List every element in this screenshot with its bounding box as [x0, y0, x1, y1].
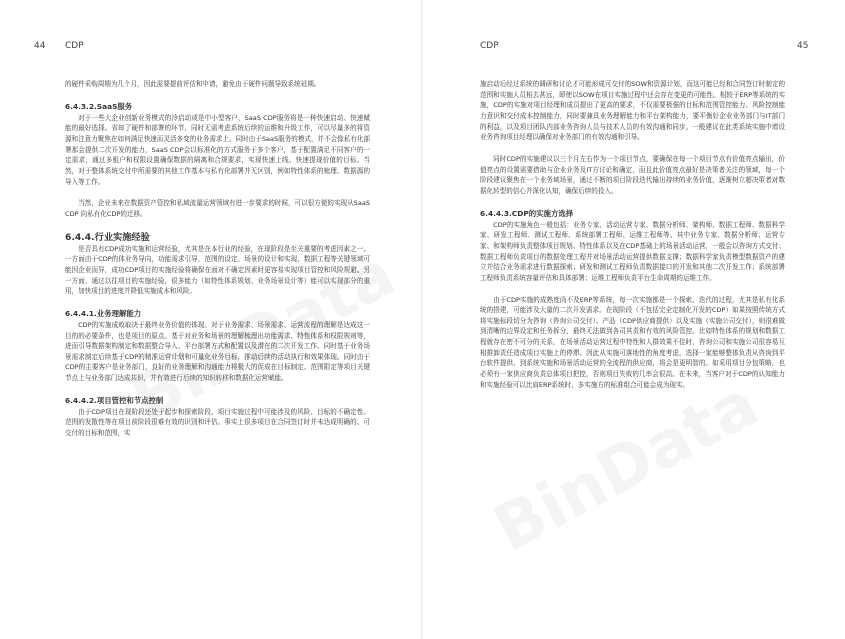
- body-paragraph: 对于一些大企业创新业务模式的冷启动或是中小型客户，SaaS CDP服务将是一种快速启动、快速赋能的最好选择。省却了硬件和部署的环节，同时无需考虑系统后续的运维和升级工作，可以尽量多的将资源和注意力聚焦在如何满足快速而灵活多变的业务需求上。同时由于SaaS服务的模式，并不会像私有化部署那会提供二次开发的能力，SaaS CDP会以标准化的方式服务于多个客户，基于配置满足不同客户的一定需求，通过多租户和权限设置确保数据的隔离和合规要求，实现快速上线、快速提现价值的目标。当然，对于整体系统交付中所需要的其他工作基本与私有化部署并无区别，例如特性体系的梳理、数据源的导入等工作。: [65, 113, 370, 186]
- paragraph-gap: [65, 90, 370, 101]
- watermark: [482, 367, 770, 567]
- paragraph-gap: [65, 220, 370, 231]
- right-page: [423, 0, 845, 639]
- subsection-heading: 6.4.3.2.SaaS服务: [65, 101, 133, 111]
- running-header: CDP: [65, 41, 84, 51]
- body-paragraph: 同时CDP的实施建议以三个月左右作为一个项目节点，要确保在每一个项目节点有价值亮点输出，价值亮点的设置需要借助与企业业务及IT方讨论和确定，而且此价值亮点最好是决策者关注的领域，每一个阶段建议聚焦在一个业务域场景，通过不断的项目阶段迭代输出持续的业务价值，逐渐树立超决策者对数据化转型的信心并深化认知，确保后续的投入。: [480, 154, 785, 195]
- body-paragraph: 当然，企业未来在数据资产管控和私域流量运营领域有进一步要求的时候，可以很方便的实现从SaaS CDP 向私有化CDP的迁移。: [65, 199, 370, 218]
- body-paragraph: 的硬件采购周期为几个月，因此需要提前评估和申请，避免由于硬件问题导致系统延期。: [65, 80, 321, 88]
- body-paragraph: 是否具有CDP成功实施和运营经验，尤其是在本行业的经验，在现阶段是至关重要的考虑因素之一。一方面由于CDP的体业务导向，功能需求引导，范围的设定、场景的设计和实现、数据工程等关键领域可能因企业而异，成功CDP项目的实施经验将确保在面对不确定因素时更容易实现项目管控和风险规避。另一方面，通过以往项目的实施经验，很多能力（如特性体系规划、业务场景设计等）能可以实现部分的重用，加快项目的进度并降低实施成本和风险。: [65, 244, 370, 296]
- body-paragraph: 施启动后经过系统的调研和讨论才可能形成可交付的SOW和资源计划，而这可能已经和合同签订时制定的范围和实施人员相去甚远，即使以SOW在项目实施过程中还会存在变更的可能性。相较于ERP等系统的实施，CDP的实施对项目经理和成员提出了更高的要求，不仅需要极强的目标和范围管控能力、风险控制能力意识和交付成本控制能力，同时要兼具业务理解能力和平台架构能力，要平衡好企业业务部门与IT部门的利益，以及项目团队内部业务咨询人员与技术人员的有效沟通和同步。一般建议在此类系统实施中增设业务咨询项目经理以确保对业务部门的有效沟通和引导。: [480, 80, 785, 142]
- page-number: 44: [34, 41, 46, 51]
- body-paragraph: 由于CDP实施的成熟度尚不及ERP等系统，每一次实施都是一个探索、迭代的过程，尤其是私有化系统的搭建，可能涉及大量的二次开发需求。在现阶段（不包括完全定制化开发的CDP）如果按照传统方式将实施标段切分为咨询（咨询公司交付）、产品（CDP供应商提供）以及实施（实施公司交付），则很难做到清晰的边界设定和任务拆分，最终无法做到各司其责和有效的风险管控。比如特性体系的规划和数据工程就存在密不可分的关系，在场景活动运营过程中特性和人群效果不佳时，咨询公司和实施公司很容易互相推卸责任造成项目实施上的停滞。因此从实施可落地性的角度考虑，选择一家能够整体负责从咨询到平台软件提供、到系统实施和场景活动运营的全流程的供应商，将会是更明智的。如采用项目分包策略，也必须有一家供应商负责总体项目把控，否则项目失败的几率会很高。在未来，当客户对于CDP的认知能力和实施经验可以比肩ERP系统时，多实施方的标准组合可能会成为现实。: [480, 295, 785, 389]
- body-paragraph: 由于CDP项目在现阶段还处于起步和探索阶段，项目实施过程中可能涉及的风险、目标的不确定性、范围的发散性等在项目前阶段很难有效的识别和评估。事实上很多项目在合同签订时并未达成明确的、可交付的目标和范围，实: [65, 407, 370, 438]
- paragraph-gap: [65, 187, 370, 198]
- subsection-heading: 6.4.4.1.业务理解能力: [65, 308, 142, 318]
- paragraph-gap: [65, 297, 370, 308]
- subsection-heading: 6.4.4.3.CDP的实施方选择: [480, 208, 574, 218]
- paragraph-gap: [65, 384, 370, 395]
- text-column: [65, 79, 370, 439]
- body-paragraph: CDP的实施成败取决于最终业务价值的体现。对于业务需求、场景需求、运营流程的理解是达成这一目的的必要条件，也是项目的原点。基于对业务和场景的理解梳理出功能需求、特性体系和权限规则等，进而引导数据架构制定和数据整合导入、平台部署方式和配置以及潜在的二次开发工作。同时基于业务场景需求制定后续基于CDP的精准运营计划和可量化业务目标，推动后续的活动执行和效果体现。同时由于CDP的主要客户是业务部门，良好的业务理解和沟通能力将极大的促成在目标制定、范围限定等项目关键节点上与业务部门达成共识，并有效进行后续的知识转移和数据化运营赋能。: [65, 320, 370, 383]
- left-page: [0, 0, 422, 639]
- paragraph-gap: [480, 143, 785, 154]
- subsection-heading: 6.4.4.2.项目管控和节点控制: [65, 395, 164, 405]
- text-column: [480, 79, 785, 390]
- paragraph-gap: [480, 284, 785, 295]
- section-heading: 6.4.4.行业实施经验: [65, 231, 150, 243]
- page-number: 45: [797, 41, 809, 51]
- body-paragraph: CDP的实施角色一般包括：业务专家、活动运营专家、数据分析师、架构师、数据工程师、数据科学家、研发工程师、测试工程师、系统部署工程师、运维工程师等。其中业务专家、数据分析师、运营专家、和架构师负责整体项目规划、特性体系以及在CDP基础上的场景活动运营，一般会以咨询方式交付；数据工程师负责项目的数据处理工程并对场景活动运营提供数据支撑；数据科学家负责模型数据资产的建立并结合业务需求进行数据探索；研发和测试工程师负责数据接口的开发和其他二次开发工作；系统部署工程师负责系统容量评估和具体部署；运维工程师负责平台生命周期的运维工作。: [480, 220, 785, 282]
- paragraph-gap: [480, 197, 785, 208]
- running-header: CDP: [480, 41, 499, 51]
